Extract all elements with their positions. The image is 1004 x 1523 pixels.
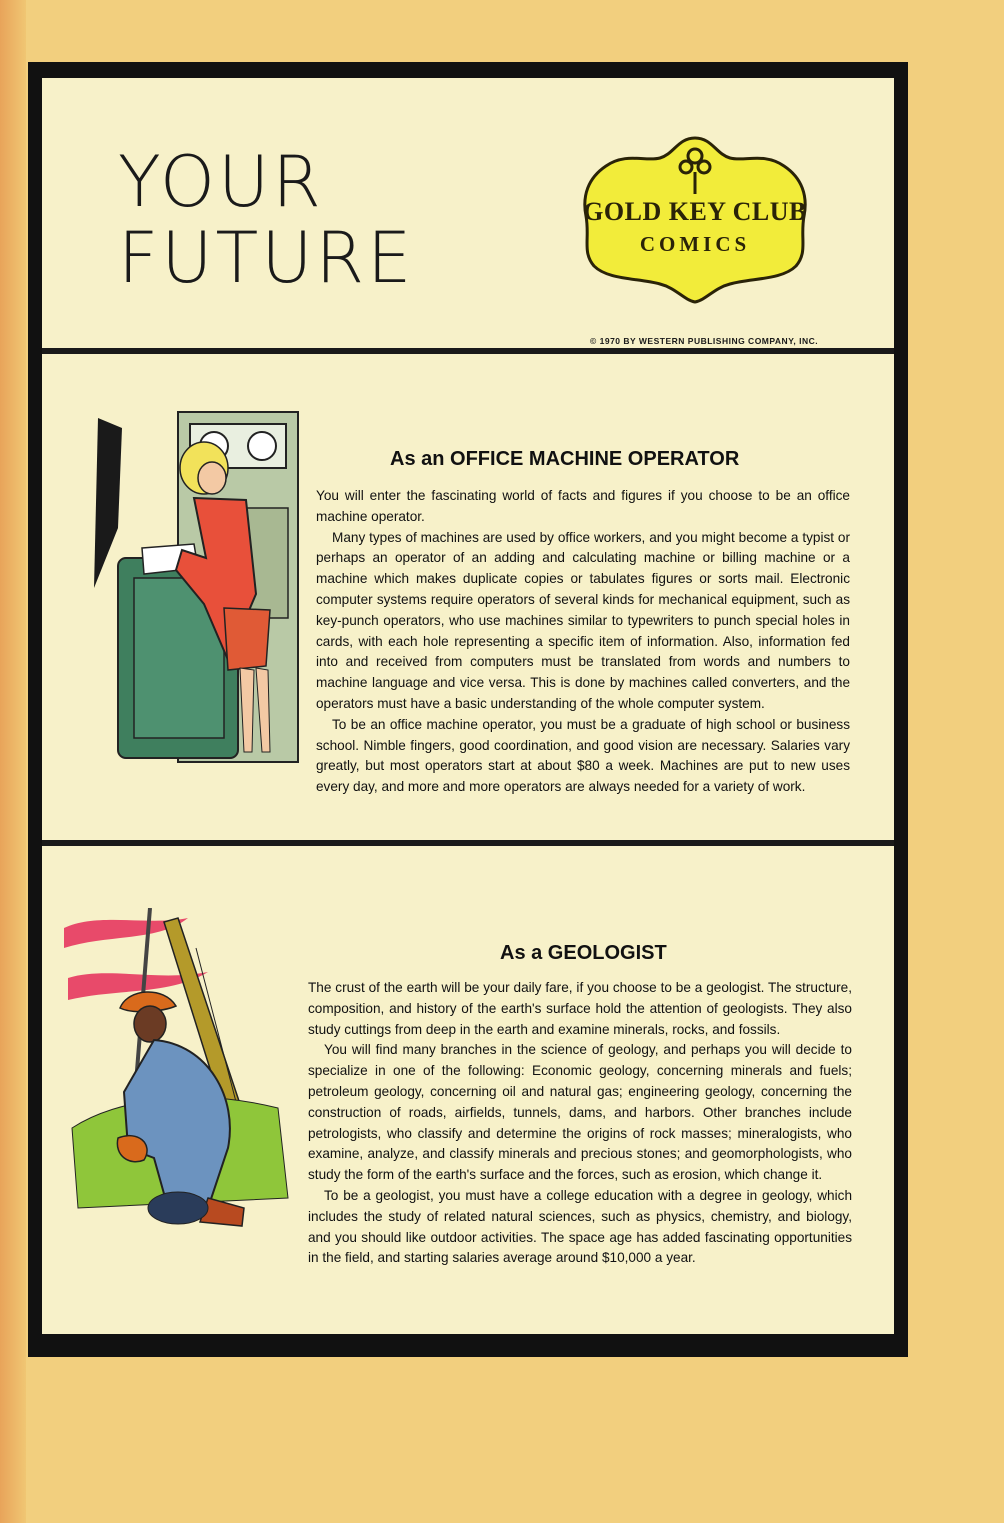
office-operator-illustration	[78, 408, 318, 793]
logo-text-club: GOLD KEY CLUB	[583, 197, 807, 226]
page-edge	[0, 0, 26, 1523]
title-line-1: YOUR	[118, 141, 324, 223]
paragraph: You will find many branches in the science of geology, and perhaps you will decide to specialize in one of the following: Economic geology, concerning minerals and fuels; petroleum geology, concerning oil and natural gas; engineering geology, concerning the construction of roads, airfields, tunnels, dams, and harbors. Other branches include petrologists, who classify and determine the origins of rock masses; mineralogists, who examine, analyze, and classify minerals and precious stones; and geomorphologists, who study the form of the earth's surface and the forces, such as erosion, which change it.	[308, 1042, 852, 1183]
page-frame	[28, 62, 908, 1357]
divider	[42, 840, 894, 846]
divider	[42, 348, 894, 354]
section-body-office-machine-operator	[316, 486, 850, 798]
logo-text-comics: COMICS	[639, 232, 751, 256]
paragraph: You will enter the fascinating world of facts and figures if you choose to be an office machine operator.	[316, 488, 850, 524]
paragraph: To be an office machine operator, you must be a graduate of high school or business school. Nimble fingers, good coordination, and good vision are necessary. Salaries vary greatly, but most operators start at about $80 a week. Machines are put to new uses every day, and more and more operators are always needed for a variety of work.	[316, 716, 850, 795]
gold-key-club-logo	[578, 134, 812, 304]
section-heading-geologist: As a GEOLOGIST	[500, 942, 667, 964]
paragraph: The crust of the earth will be your daily fare, if you choose to be a geologist. The structure, composition, and history of the earth's surface hold the attention of geologists. They also study cuttings from deep in the earth and examine minerals, rocks, and fossils.	[308, 980, 852, 1037]
section-heading-office-machine-operator: As an OFFICE MACHINE OPERATOR	[390, 448, 740, 470]
geologist-illustration	[58, 908, 308, 1253]
paragraph: Many types of machines are used by office workers, and you might become a typist or perhaps an operator of an adding and calculating machine or billing machine or a machine which makes duplicate copies or tabulates figures or sorts mail. Electronic computer systems require operators of several kinds for mechanical equipment, such as key-punch operators, who use machines similar to typewriters to punch special holes in cards, with each hole representing a specific item of information. Also, information fed into and received from computers must be translated from words and numbers to machine language and vice versa. This is done by machines called converters, and the operators must have a basic understanding of the whole computer system.	[316, 529, 850, 711]
title-line-2: FUTURE	[118, 217, 415, 299]
page-panel	[42, 78, 894, 1334]
page-title	[118, 141, 415, 299]
paragraph: To be a geologist, you must have a college education with a degree in geology, which includes the study of related natural sciences, such as physics, chemistry, and biology, and you should like outdoor activities. The space age has added fascinating opportunities in the field, and starting salaries average around $10,000 a year.	[308, 1187, 852, 1266]
copyright-notice: © 1970 BY WESTERN PUBLISHING COMPANY, INC.	[590, 336, 819, 346]
section-body-geologist	[308, 978, 852, 1269]
